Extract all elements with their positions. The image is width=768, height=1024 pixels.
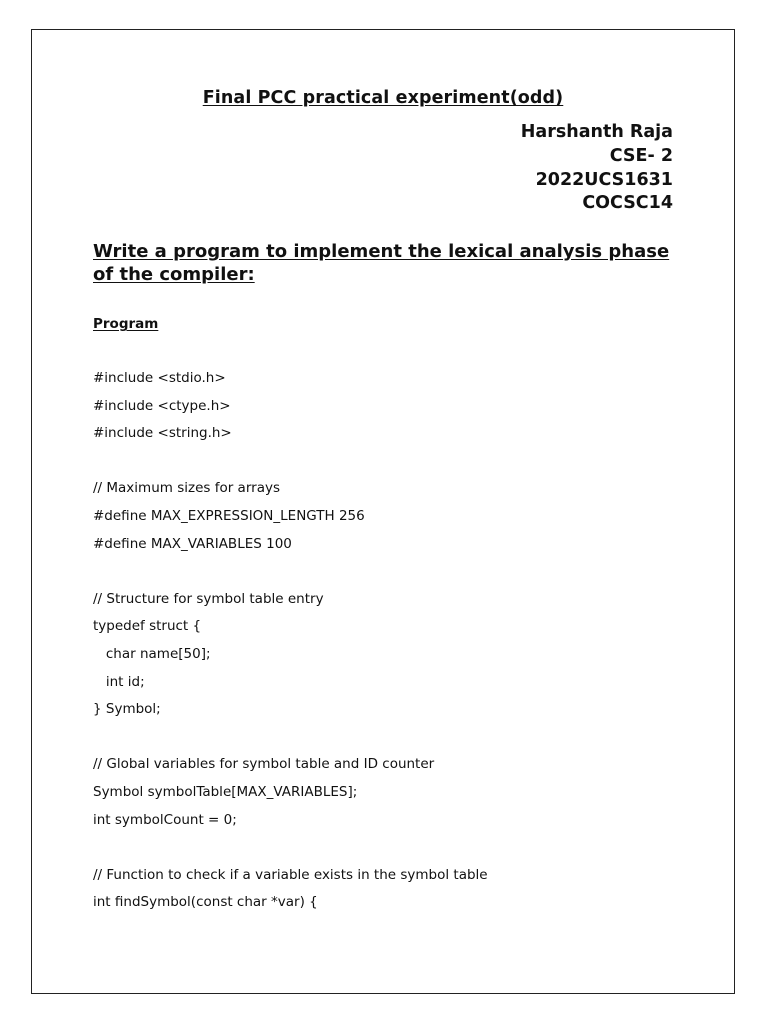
code-blank-line bbox=[93, 837, 713, 865]
code-line: int id; bbox=[93, 673, 145, 690]
author-roll-number: 2022UCS1631 bbox=[535, 169, 673, 190]
code-line: #define MAX_VARIABLES 100 bbox=[93, 535, 292, 552]
code-line: #include <string.h> bbox=[93, 425, 232, 442]
code-line: #include <ctype.h> bbox=[93, 397, 231, 414]
author-info bbox=[521, 121, 673, 216]
code-line: #define MAX_EXPRESSION_LENGTH 256 bbox=[93, 507, 365, 524]
code-line: char name[50]; bbox=[93, 645, 211, 662]
program-label: Program bbox=[93, 316, 159, 332]
code-line: } Symbol; bbox=[93, 701, 161, 718]
code-block bbox=[93, 368, 713, 920]
code-line: #include <stdio.h> bbox=[93, 370, 226, 386]
document-page bbox=[31, 29, 735, 994]
assignment-heading: Write a program to implement the lexical analysis phase of the compiler: bbox=[93, 241, 670, 285]
code-line: // Global variables for symbol table and ID counter bbox=[93, 756, 435, 773]
author-course-code: COCSC14 bbox=[582, 193, 673, 214]
code-blank-line bbox=[93, 561, 713, 589]
code-line: int findSymbol(const char *var) { bbox=[93, 894, 318, 911]
author-name: Harshanth Raja bbox=[520, 122, 673, 142]
code-line: Symbol symbolTable[MAX_VARIABLES]; bbox=[93, 783, 358, 800]
code-blank-line bbox=[93, 727, 713, 755]
code-blank-line bbox=[93, 451, 713, 479]
code-line: typedef struct { bbox=[93, 618, 202, 635]
code-line: int symbolCount = 0; bbox=[93, 811, 237, 828]
author-class: CSE- 2 bbox=[609, 145, 673, 166]
document-title: Final PCC practical experiment(odd) bbox=[202, 88, 564, 108]
code-line: // Maximum sizes for arrays bbox=[93, 480, 280, 497]
code-line: // Function to check if a variable exists in the symbol table bbox=[93, 866, 488, 883]
code-line: // Structure for symbol table entry bbox=[93, 590, 324, 607]
